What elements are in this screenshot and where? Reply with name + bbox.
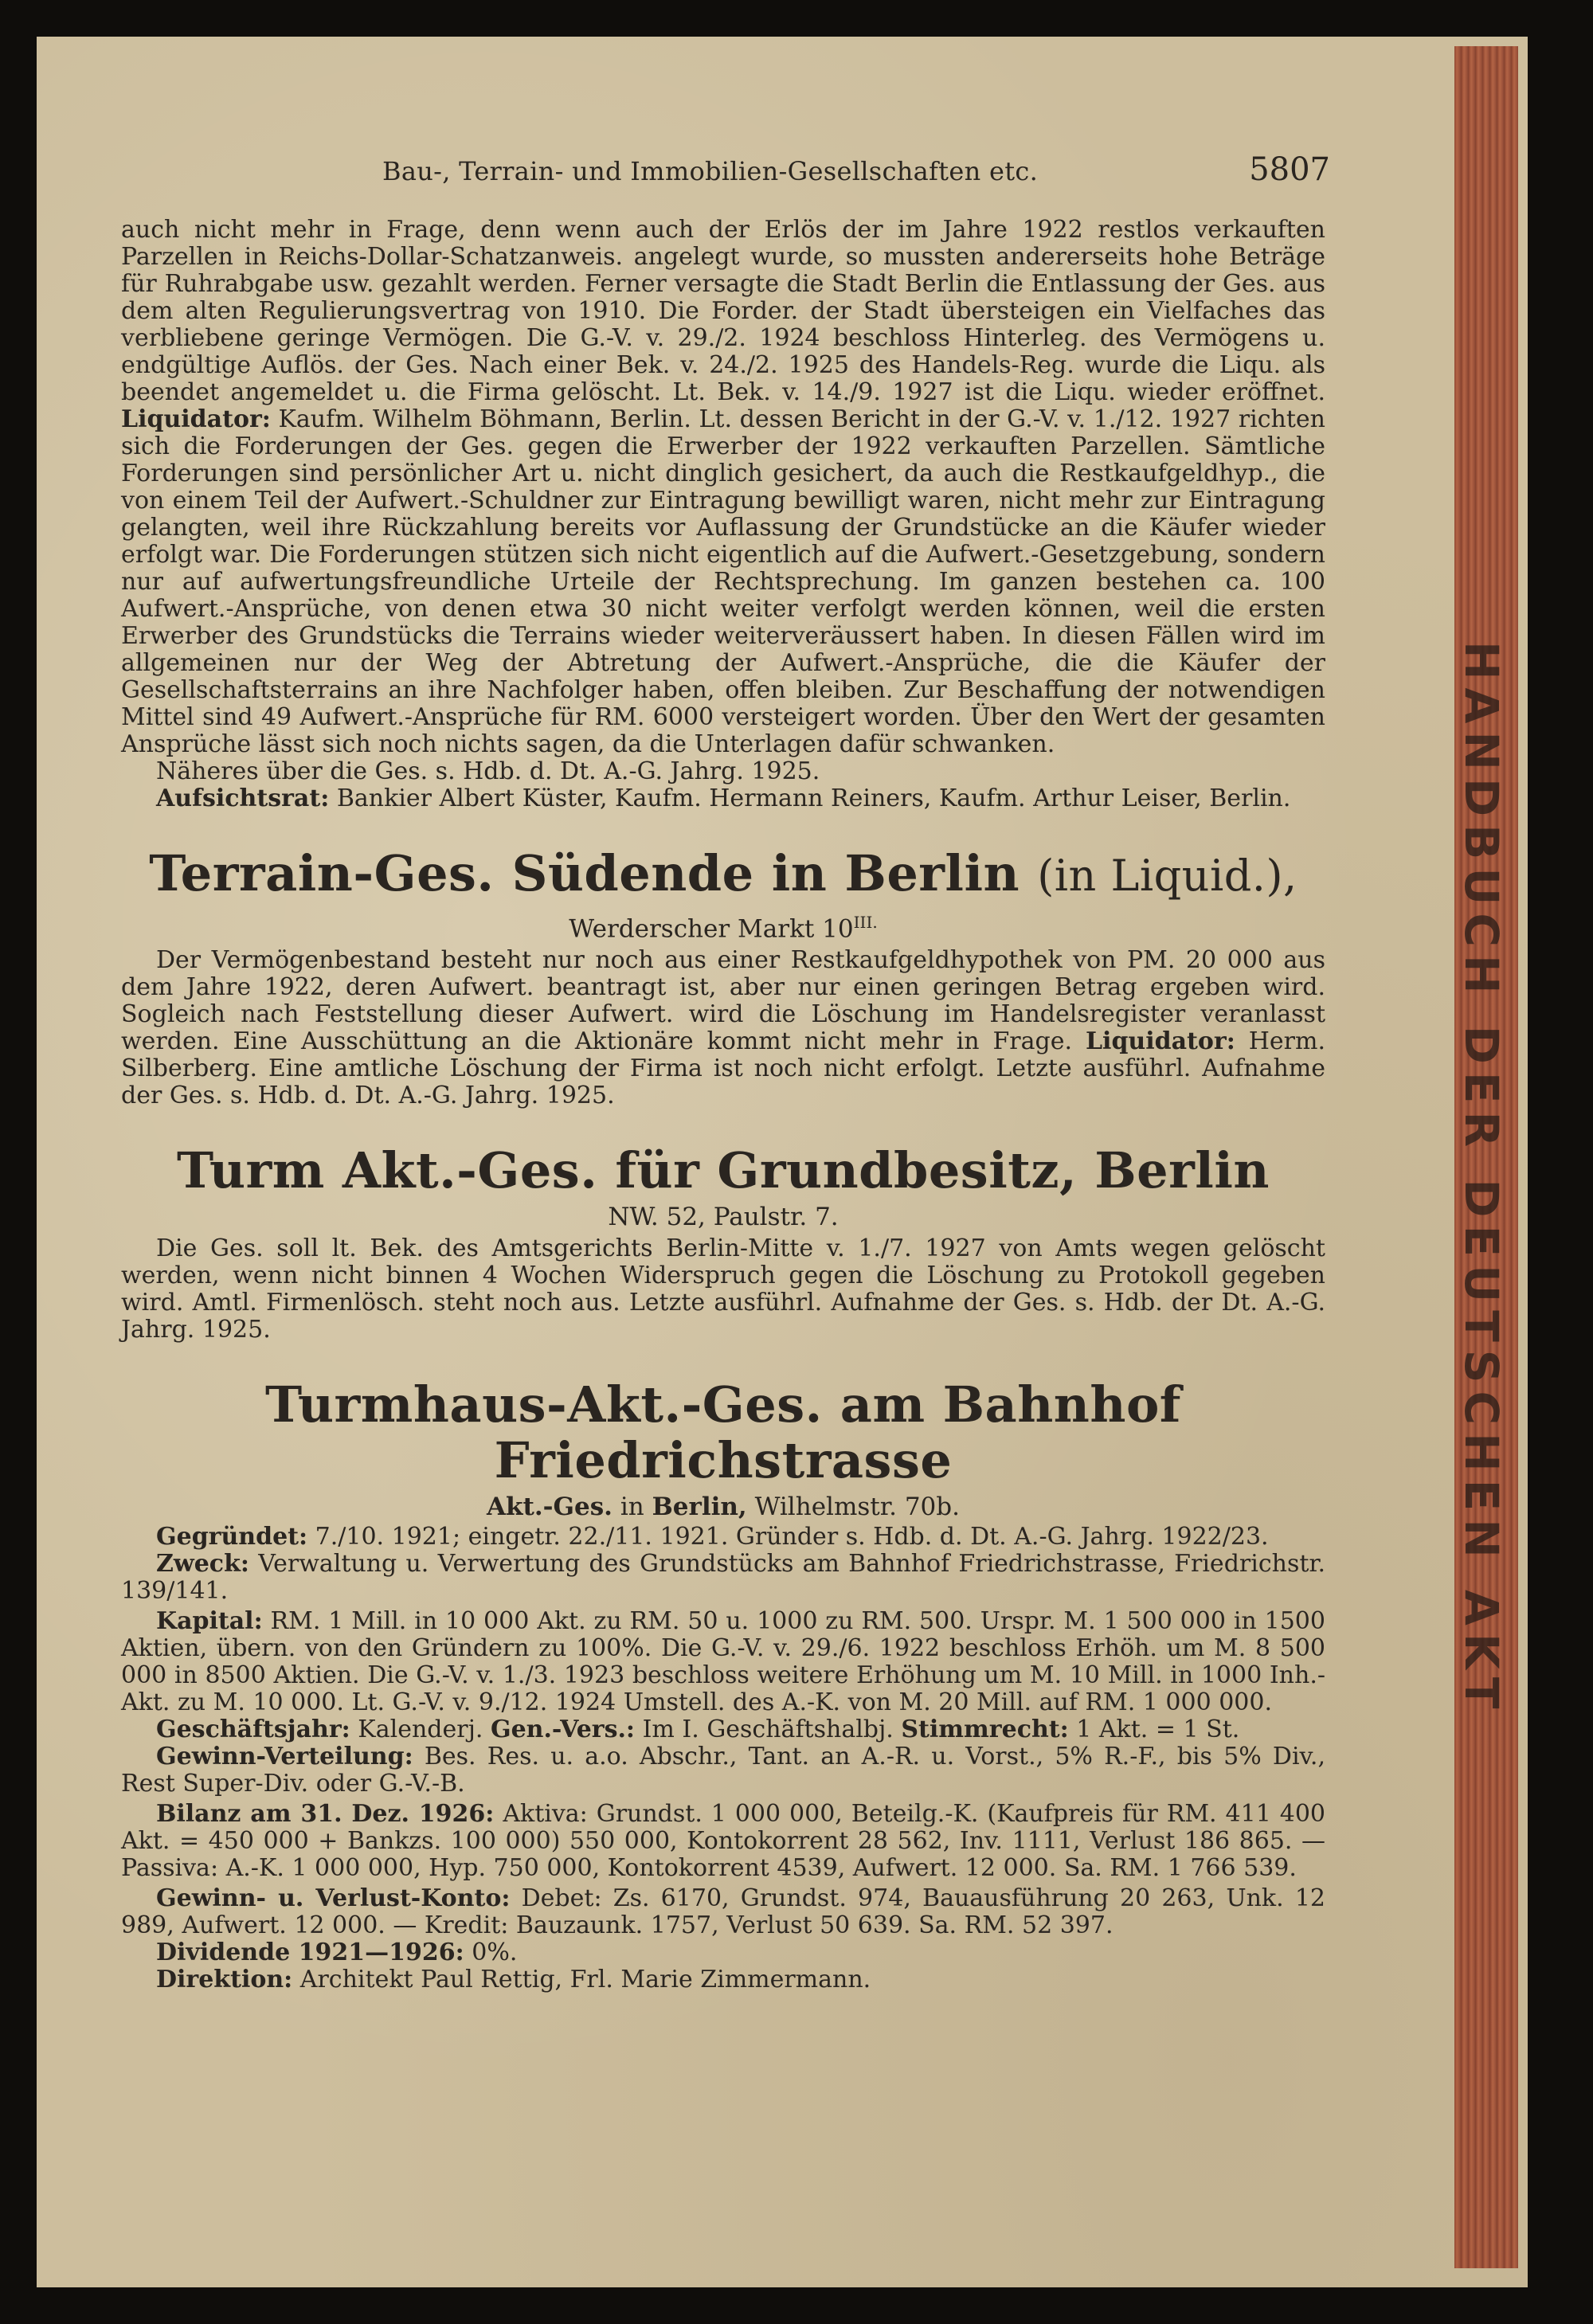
entry-turmhaus [121,1377,1325,1993]
balance-label: Bilanz am 31. Dez. 1926: [156,1800,495,1829]
company-heading-turm: Turm Akt.-Ges. für Grundbesitz, Berlin [177,1141,1270,1200]
dividend-text: 0%. [472,1939,518,1967]
founded-text: 7./10. 1921; eingetr. 22./11. 1921. Gründer s. Hdb. d. Dt. A.-G. Jahrg. 1922/23. [315,1523,1269,1551]
capital-line [121,1608,1325,1716]
fiscal-label: Geschäftsjahr: [156,1716,350,1744]
purpose-line [121,1551,1325,1605]
gv-text: Im I. Geschäftshalbj. [642,1716,894,1744]
pl-text: Debet: Zs. 6170, Grundst. 974, Bauausführung 20 263, Unk. 12 989, Aufwert. 12 000. — Kredit: Bauzaunk. 1757, Verlust 50 639. Sa. RM. 52 397. [121,1884,1325,1940]
company-heading-suedende [121,846,1325,904]
directors-text: Architekt Paul Rettig, Frl. Marie Zimmermann. [299,1966,871,1994]
subline-type: Akt.-Ges. [487,1493,613,1522]
company-title-suffix: (in Liquid.), [1037,851,1297,901]
pl-label: Gewinn- u. Verlust-Konto: [156,1884,511,1913]
running-header [382,151,1330,188]
directors-line [121,1966,1325,1993]
page-number: 5807 [1249,151,1330,188]
running-head-title: Bau-, Terrain- und Immobilien-Gesellschaften etc. [382,156,1039,186]
fiscal-text: Kalenderj. [358,1716,483,1744]
vote-label: Stimmrecht: [901,1716,1069,1744]
page-content [121,217,1325,1993]
founded-label: Gegründet: [156,1523,308,1551]
continued-entry [121,217,1325,812]
vote-text: 1 Akt. = 1 St. [1076,1716,1240,1744]
directors-label: Direktion: [156,1966,293,1994]
entry-text: Der Vermögenbestand besteht nur noch aus einer Restkaufgeldhypothek von PM. 20 000 aus dem Jahre 1922, deren Aufwert. beantragt ist, aber nur einen geringen Betrag ergeben wird. Sogleich nach Feststellung dieser Aufwert. wird die Löschung im Handelsregister veranlasst werden. Eine Ausschüttung an die Aktionäre kommt nicht mehr in Frage. [121,946,1325,1056]
subline-in: in [620,1493,644,1522]
address-text: Werderscher Markt 10 [569,914,854,944]
company-address: NW. 52, Paulstr. 7. [608,1203,839,1232]
continued-text-part2: Kaufm. Wilhelm Böhmann, Berlin. Lt. dessen Bericht in der G.-V. v. 1./12. 1927 richten sich die Forderungen der Ges. gegen die Erwerber der 1922 verkauften Parzellen. Sämtliche Forderungen sind persönlicher Art u. nicht dinglich gesichert, da auch die Restkaufgeldhyp., die von einem Teil der Aufwert.-Schuldner zur Eintragung bewilligt waren, nicht mehr zur Eintragung gelangten, weil ihre Rückzahlung bereits vor Auflassung der Grundstücke an die Käufer wieder erfolgt war. Die Forderungen stützen sich nicht eigentlich auf die Aufwert.-Gesetzgebung, sondern nur auf aufwertungsfreundliche Urteile der Rechtsprechung. Im ganzen bestehen ca. 100 Aufwert.-Ansprüche, von denen etwa 30 nicht weiter verfolgt werden können, weil die ersten Erwerber des Grundstücks die Terrains wieder weiterveräussert haben. In diesen Fällen wird im allgemeinen nur der Weg der Abtretung der Aufwert.-Ansprüche, die die Käufer der Gesellschaftsterrains an ihre Nachfolger haben, offen bleiben. Zur Beschaffung der notwendigen Mittel sind 49 Aufwert.-Ansprüche für RM. 6000 versteigert worden. Über den Wert der gesamten Ansprüche lässt sich noch nichts sagen, da die Unterlagen dafür schwanken. [121,405,1325,758]
purpose-label: Zweck: [156,1550,249,1579]
entry-paragraph: Die Ges. soll lt. Bek. des Amtsgerichts Berlin-Mitte v. 1./7. 1927 von Amts wegen gelöscht werden, wenn nicht binnen 4 Wochen Widerspruch gegen die Löschung zu Protokoll gegeben wird. Amtl. Firmenlösch. steht noch aus. Letzte ausführl. Aufnahme der Ges. s. Hdb. der Dt. A.-G. Jahrg. 1925. [121,1234,1325,1344]
fiscal-line [121,1716,1325,1743]
company-subline [121,1493,1325,1520]
profit-text: Bes. Res. u. a.o. Abschr., Tant. an A.-R. u. Vorst., 5% R.-F., bis 5% Div., Rest Super-Div. oder G.-V.-B. [121,1743,1325,1798]
pl-line [121,1885,1325,1939]
address-floor: III. [853,913,878,932]
subline-city: Berlin, [652,1493,747,1522]
company-heading-turmhaus: Turmhaus-Akt.-Ges. am Bahnhof Friedrichstrasse [265,1375,1181,1490]
subline-address: Wilhelmstr. 70b. [754,1493,960,1522]
company-address [121,909,1325,942]
entry-paragraph [121,947,1325,1109]
capital-label: Kapital: [156,1607,263,1636]
gv-label: Gen.-Vers.: [490,1716,636,1744]
liquidator-label: Liquidator: [1085,1027,1235,1056]
balance-text: Aktiva: Grundst. 1 000 000, Beteilg.-K. (Kaufpreis für RM. 411 400 Akt. = 450 000 + Bankzs. 100 000) 550 000, Kontokorrent 28 562, Inv. 1111, Verlust 186 865. — Passiva: A.-K. 1 000 000, Hyp. 750 000, Kontokorrent 4539, Aufwert. 12 000. Sa. RM. 1 766 539. [121,1800,1325,1883]
liquidator-label: Liquidator: [121,405,271,433]
profit-label: Gewinn-Verteilung: [156,1743,413,1771]
capital-text: RM. 1 Mill. in 10 000 Akt. zu RM. 50 u. 1000 zu RM. 500. Urspr. M. 1 500 000 in 1500 Aktien, übern. von den Gründern zu 100%. Die G.-V. v. 29./6. 1922 beschloss Erhöh. um M. 8 500 000 in 8500 Aktien. Die G.-V. v. 1./3. 1923 beschloss weitere Erhöhung um M. 10 Mill. in 1000 Inh.-Akt. zu M. 10 000. Lt. G.-V. v. 9./12. 1924 Umstell. des A.-K. von M. 20 Mill. auf RM. 1 000 000. [121,1607,1325,1717]
more-info-line: Näheres über die Ges. s. Hdb. d. Dt. A.-G. Jahrg. 1925. [156,757,820,785]
supervisory-board [121,785,1325,812]
entry-suedende [121,846,1325,1109]
continued-text-part1: auch nicht mehr in Frage, denn wenn auch der Erlös der im Jahre 1922 restlos verkauften Parzellen in Reichs-Dollar-Schatzanweis. angelegt wurde, so mussten andererseits hohe Beträge für Ruhrabgabe usw. gezahlt werden. Ferner versagte die Stadt Berlin die Entlassung der Ges. aus dem alten Regulierungsvertrag von 1910. Die Forder. der Stadt übersteigen ein Vielfaches das verbliebene geringe Vermögen. Die G.-V. v. 29./2. 1924 beschloss Hinterleg. des Vermögens u. endgültige Auflös. der Ges. Nach einer Bek. v. 24./2. 1925 des Handels-Reg. wurde die Liqu. als beendet angemeldet u. die Firma gelöscht. Lt. Bek. v. 14./9. 1927 ist die Liqu. wieder eröffnet. [121,216,1325,406]
entry-turm [121,1143,1325,1344]
dividend-line [121,1939,1325,1966]
book-edge-lettering: HANDBUCH DER DEUTSCHEN AKT [1454,640,1509,1717]
balance-line [121,1801,1325,1882]
profit-line [121,1743,1325,1798]
dividend-label: Dividende 1921—1926: [156,1939,464,1967]
board-label: Aufsichtsrat: [156,784,330,812]
liquidator-text: Herm. Silberberg. Eine amtliche Löschung der Firma ist noch nicht erfolgt. Letzte ausführl. Aufnahme der Ges. s. Hdb. d. Dt. A.-G. Jahrg. 1925. [121,1027,1325,1110]
founded-line [121,1524,1325,1551]
continued-paragraph [121,217,1325,758]
board-text: Bankier Albert Küster, Kaufm. Hermann Reiners, Kaufm. Arthur Leiser, Berlin. [336,784,1291,812]
purpose-text: Verwaltung u. Verwertung des Grundstücks am Bahnhof Friedrichstrasse, Friedrichstr. 139/141. [121,1550,1325,1606]
company-title: Terrain-Ges. Südende in Berlin [149,844,1020,902]
